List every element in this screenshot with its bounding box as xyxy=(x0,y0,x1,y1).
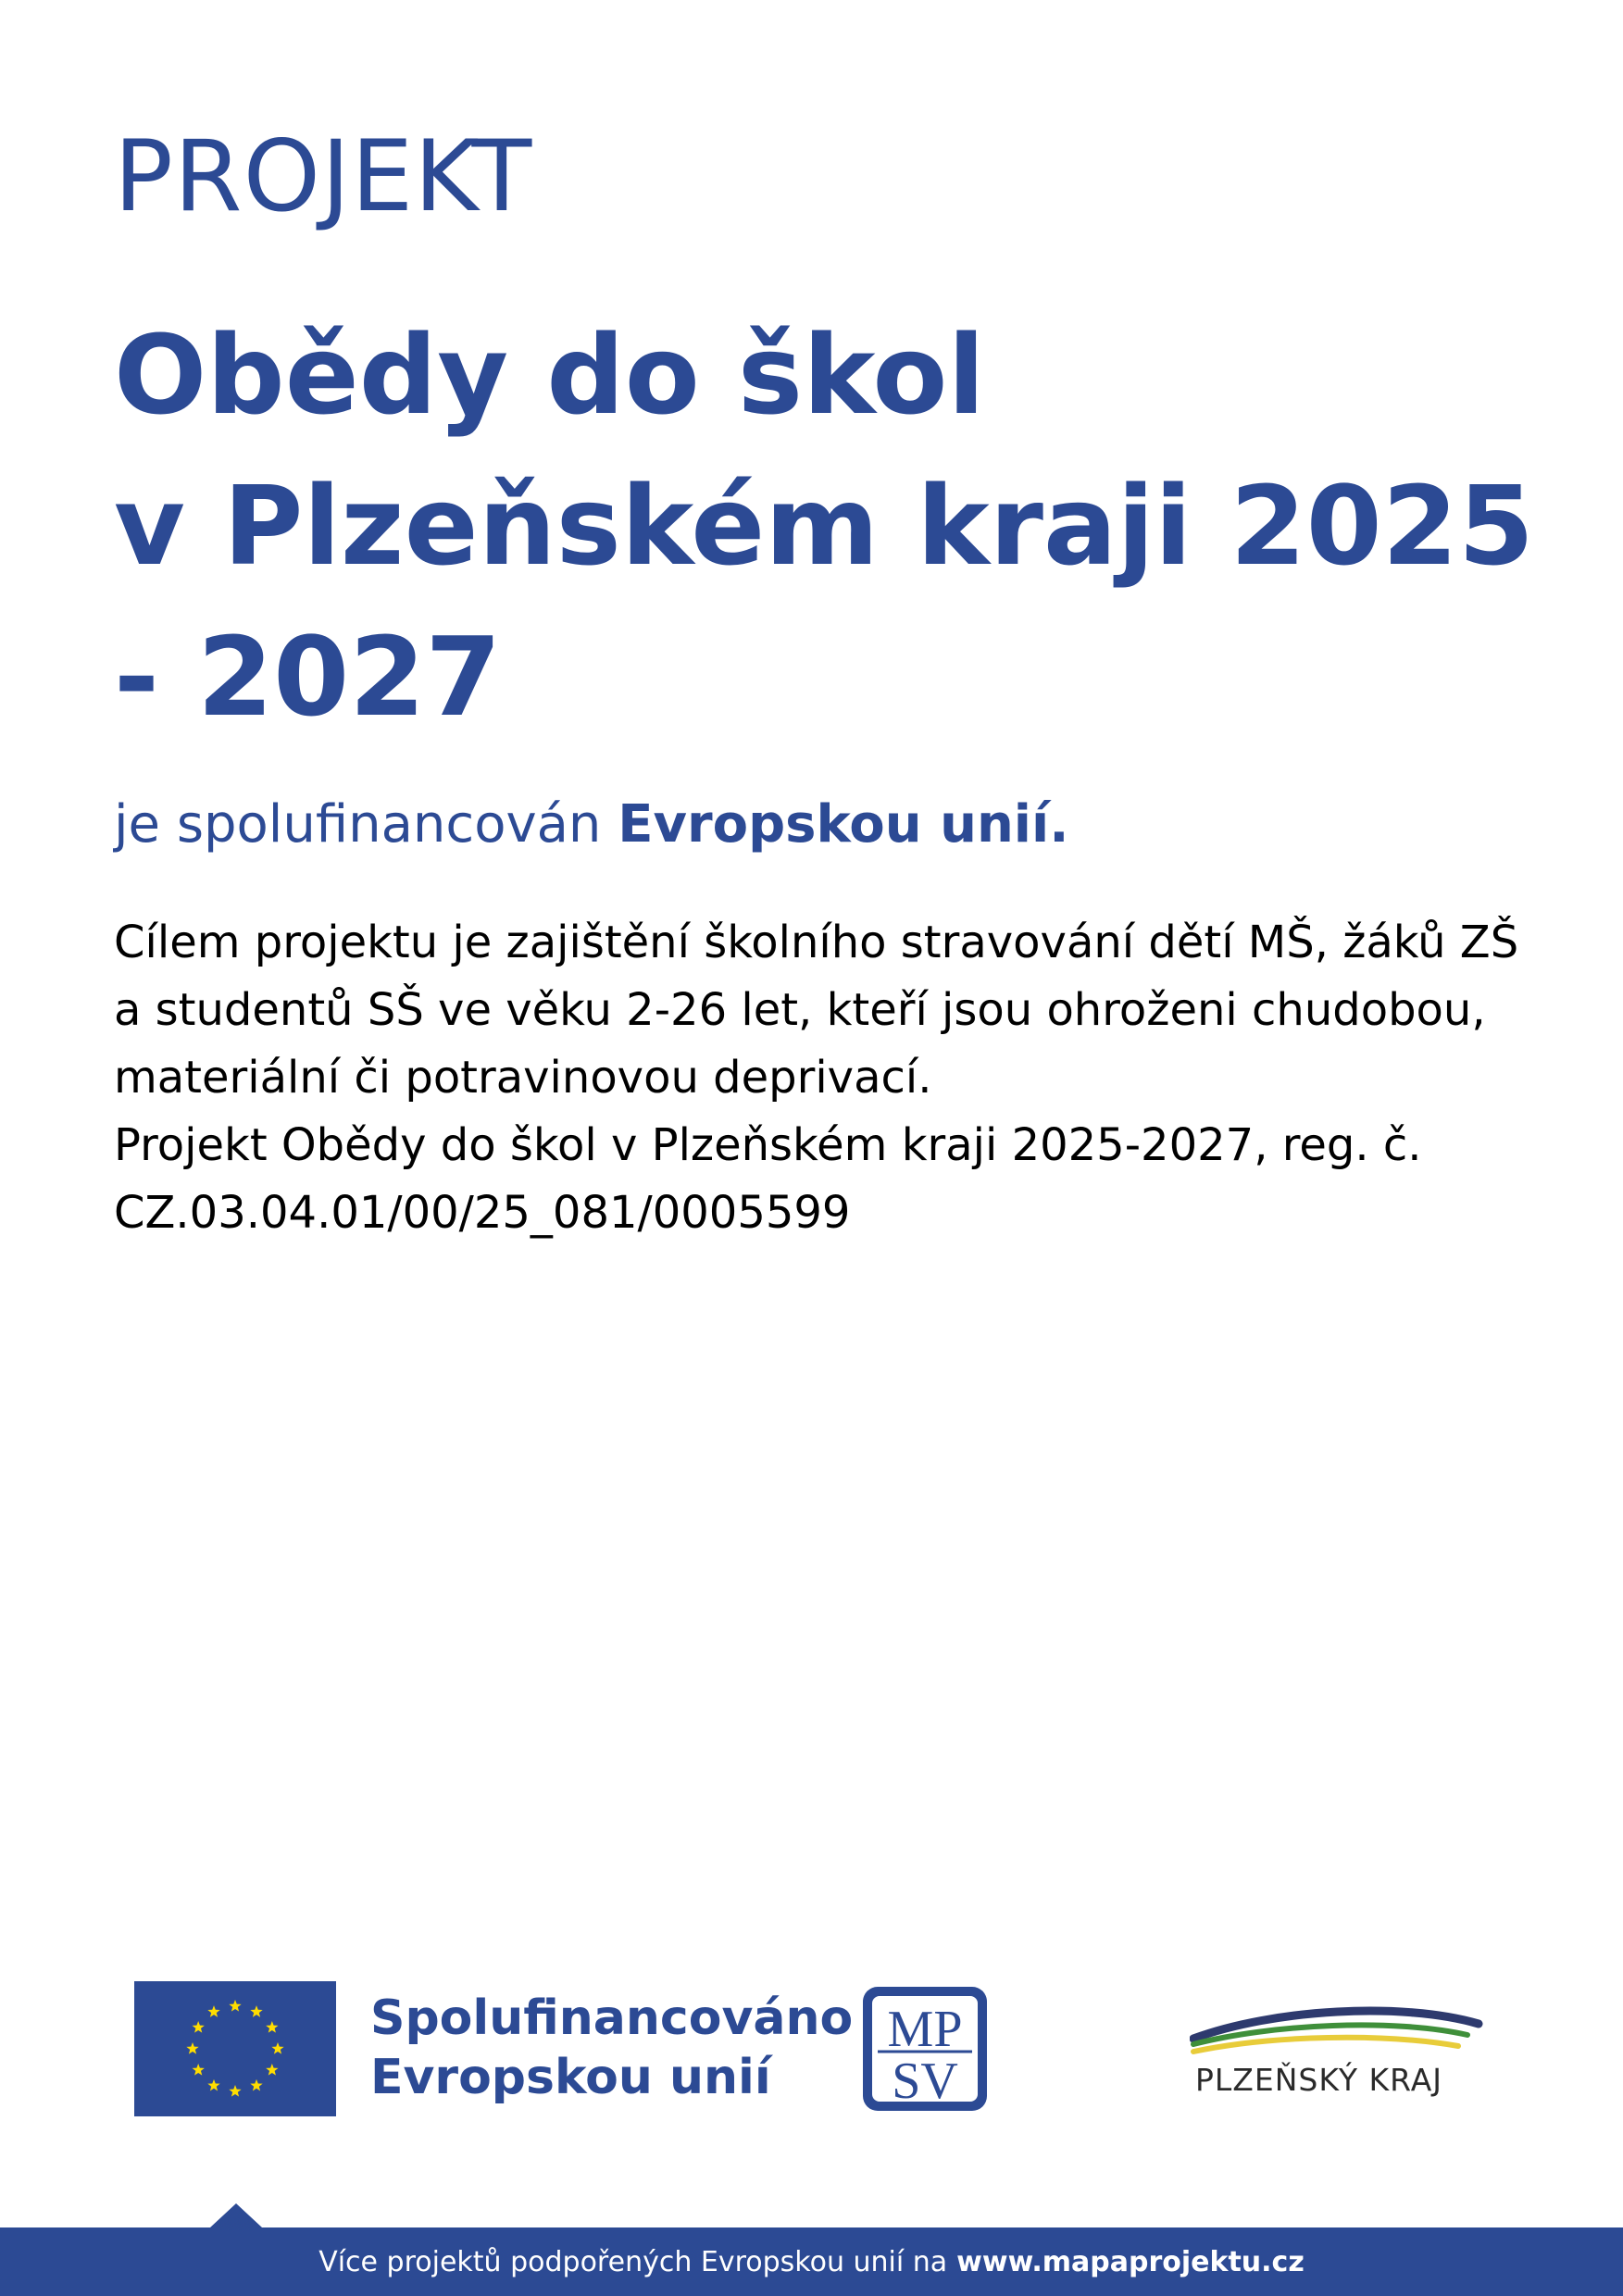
title-line-2: v Plzeňském kraji 2025 xyxy=(114,462,1534,590)
cofinancing-statement xyxy=(114,794,1068,855)
eu-star xyxy=(193,2064,205,2076)
eu-star xyxy=(266,2064,278,2076)
footer-tab xyxy=(210,2203,262,2227)
footer-text: Více projektů podpořených Evropskou unií na xyxy=(318,2245,948,2278)
eu-star xyxy=(229,2000,241,2012)
eu-star xyxy=(250,2079,262,2091)
cofinancing-prefix: je spolufinancován xyxy=(114,794,602,855)
eu-star xyxy=(266,2021,278,2033)
eu-star xyxy=(193,2021,205,2033)
description-line-4: Projekt Obědy do škol v Plzeňském kraji 2025-2027, reg. č. xyxy=(114,1119,1422,1171)
project-label: PROJEKT xyxy=(114,119,533,233)
mpsv-bottom-text: SV xyxy=(892,2053,958,2110)
eu-stars xyxy=(134,1981,336,2116)
description-line-1: Cílem projektu je zajištění školního stravování dětí MŠ, žáků ZŠ xyxy=(114,917,1519,968)
description-line-5: CZ.03.04.01/00/25_081/0005599 xyxy=(114,1187,851,1239)
eu-star xyxy=(229,2085,241,2097)
project-description xyxy=(114,909,1558,1247)
eu-star xyxy=(186,2042,198,2054)
description-line-3: materiální či potravinovou deprivací. xyxy=(114,1052,932,1104)
cofinancing-eu: Evropskou unií. xyxy=(618,794,1069,855)
plzensky-kraj-label: PLZEŇSKÝ KRAJ xyxy=(1195,2062,1443,2098)
eu-star xyxy=(207,2005,219,2017)
description-line-2: a studentů SŠ ve věku 2-26 let, kteří jsou ohroženi chudobou, xyxy=(114,984,1486,1036)
mpsv-logo xyxy=(859,1983,991,2115)
eu-cofinanced-label xyxy=(370,1989,853,2107)
eu-star xyxy=(250,2005,262,2017)
title-line-1: Obědy do škol xyxy=(114,311,985,439)
eu-star xyxy=(271,2042,283,2054)
eu-star xyxy=(207,2079,219,2091)
footer-link[interactable]: www.mapaprojektu.cz xyxy=(956,2245,1305,2278)
eu-flag-icon xyxy=(134,1981,336,2116)
footer-bar xyxy=(0,2227,1623,2296)
eu-label-line-2: Evropskou unií xyxy=(370,2050,771,2105)
project-title xyxy=(114,300,1558,753)
mpsv-top-text: MP xyxy=(887,2001,963,2058)
eu-label-line-1: Spolufinancováno xyxy=(370,1990,854,2046)
title-line-3: - 2027 xyxy=(114,613,502,741)
